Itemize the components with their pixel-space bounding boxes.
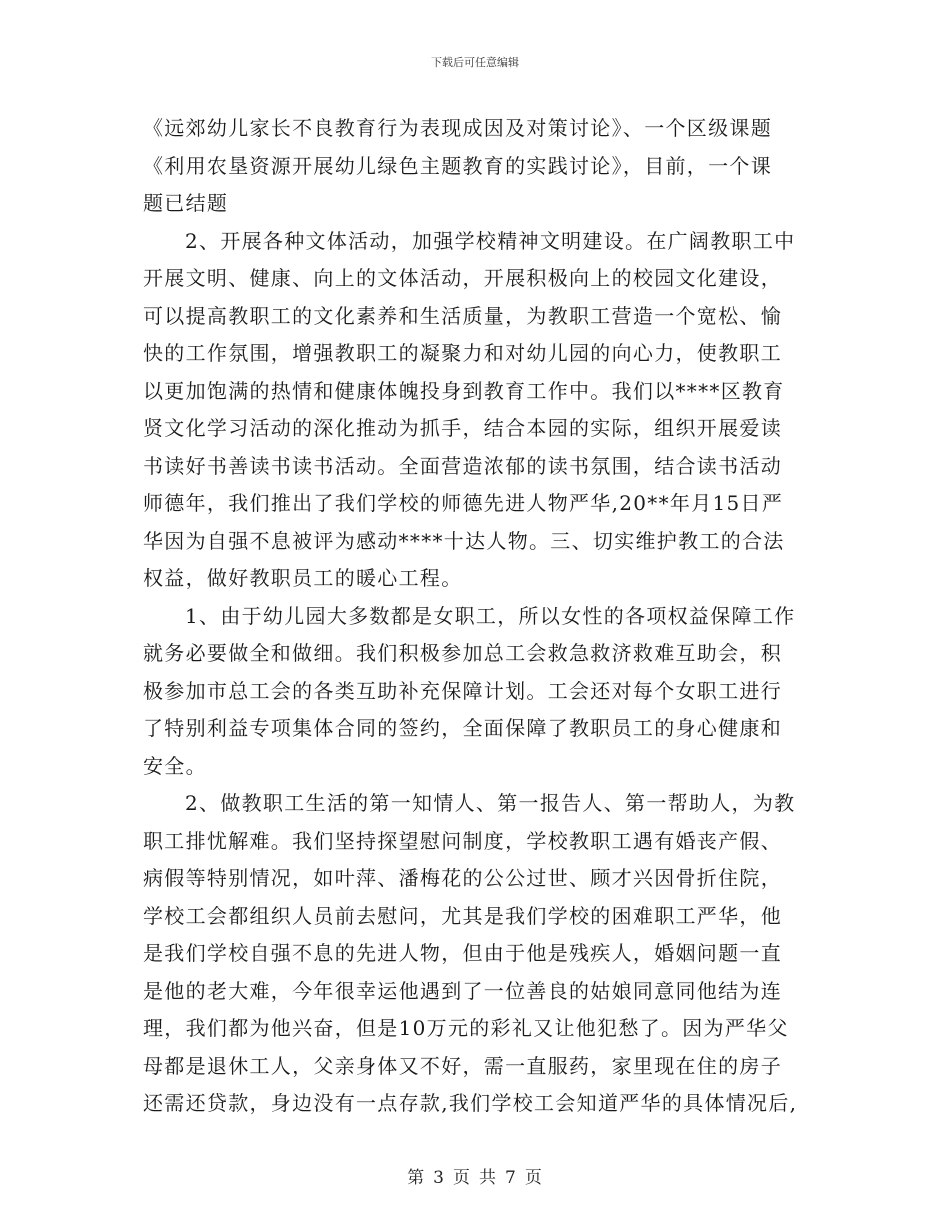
text-line: 贤文化学习活动的深化推动为抓手，结合本园的实际，组织开展爱读: [143, 416, 782, 440]
footer-page-word: 页: [453, 1168, 471, 1188]
footer-prefix: 第: [407, 1168, 426, 1188]
text-line: 是他的老大难，今年很幸运他遇到了一位善良的姑娘同意同他结为连: [143, 978, 782, 1003]
text-line: 可以提高教职工的文化素养和生活质量，为教职工营造一个宽松、愉: [143, 303, 782, 328]
paragraph-start-line: 2、开展各种文体活动，加强学校精神文明建设。在广阔教职工中: [185, 228, 796, 253]
text-line: 权益，做好教职员工的暖心工程。: [143, 566, 463, 590]
current-page-number: 3: [433, 1168, 445, 1188]
paragraph-start-line: 1、由于幼儿园大多数都是女职工，所以女性的各项权益保障工作: [185, 603, 796, 628]
text-line: 是我们学校自强不息的先进人物，但由于他是残疾人，婚姻问题一直: [143, 941, 782, 965]
footer-suffix: 页: [524, 1168, 543, 1188]
text-line: 快的工作氛围，增强教职工的凝聚力和对幼儿园的向心力，使教职工: [143, 341, 782, 365]
text-line: 华因为自强不息被评为感动****十达人物。三、切实维护教工的合法: [143, 528, 785, 553]
text-line: 师德年，我们推出了我们学校的师德先进人物严华,20**年月15日严: [143, 491, 784, 515]
document-body: [143, 110, 813, 1123]
total-page-count: 7: [505, 1168, 517, 1188]
text-line: 还需还贷款，身边没有一点存款,我们学校工会知道严华的具体情况后,: [143, 1091, 798, 1115]
text-line: 《利用农垦资源开展幼儿绿色主题教育的实践讨论》，目前，一个课: [143, 153, 772, 178]
text-line: 病假等特别情况，如叶萍、潘梅花的公公过世、顾才兴因骨折住院，: [143, 866, 782, 890]
text-line: 开展文明、健康、向上的文体活动，开展积极向上的校园文化建设，: [143, 266, 782, 290]
text-line: 书读好书善读书读书活动。全面营造浓郁的读书氛围，结合读书活动: [143, 453, 782, 478]
text-line: 《远郊幼儿家长不良教育行为表现成因及对策讨论》、一个区级课题: [143, 116, 772, 140]
footer-total-word: 共: [479, 1168, 497, 1188]
text-line: 极参加市总工会的各类互助补充保障计划。工会还对每个女职工进行: [143, 678, 782, 703]
text-line: 就务必要做全和做细。我们积极参加总工会救急救济救难互助会，积: [143, 641, 782, 665]
text-line: 职工排忧解难。我们坚持探望慰问制度，学校教职工遇有婚丧产假、: [143, 828, 782, 853]
text-line: 安全。: [143, 753, 207, 778]
text-line: 以更加饱满的热情和健康体魄投身到教育工作中。我们以****区教育: [143, 378, 785, 403]
paragraph-start-line: 2、做教职工生活的第一知情人、第一报告人、第一帮助人，为教: [185, 791, 796, 815]
text-line: 了特别利益专项集体合同的签约，全面保障了教职员工的身心健康和: [143, 716, 782, 740]
text-line: 母都是退休工人，父亲身体又不好，需一直服药，家里现在住的房子: [143, 1053, 782, 1078]
text-line: 题已结题: [143, 191, 229, 215]
page-footer: [0, 1163, 950, 1188]
page-header: 下载后可任意编辑: [431, 56, 519, 69]
text-line: 理，我们都为他兴奋，但是10万元的彩礼又让他犯愁了。因为严华父: [143, 1016, 789, 1040]
text-line: 学校工会都组织人员前去慰问，尤其是我们学校的困难职工严华，他: [143, 903, 782, 928]
